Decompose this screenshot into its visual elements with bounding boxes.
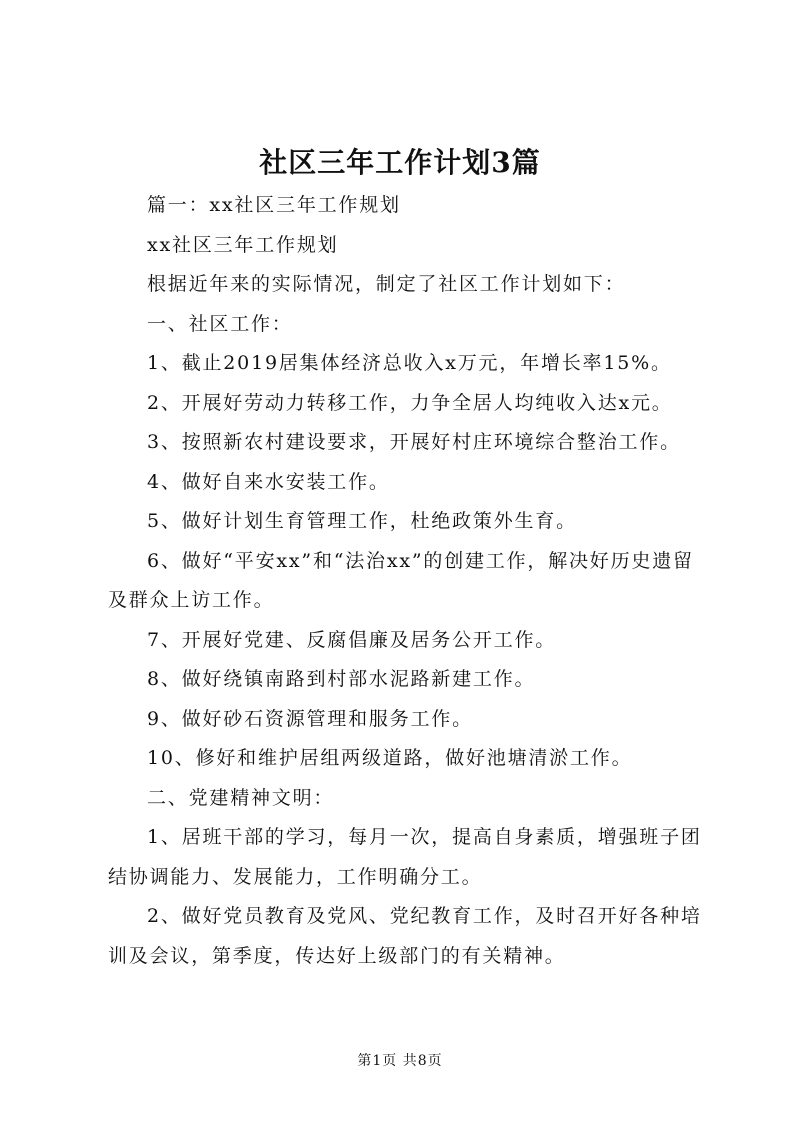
section-heading: 篇一：xx社区三年工作规划 [147, 194, 401, 216]
document-title: 社区三年工作计划3篇 [259, 146, 541, 179]
list-item: 2、开展好劳动力转移工作，力争全居人均纯收入达x元。 [147, 391, 673, 414]
list-item: 1、居班干部的学习，每月一次，提高自身素质，增强班子团结协调能力、发展能力，工作明确分工。 [108, 826, 702, 888]
list-item: 6、做好“平安xx”和“法治xx”的创建工作，解决好历史遗留及群众上访工作。 [108, 549, 694, 611]
list-item: 1、截止2019居集体经济总收入x万元，年增长率15%。 [147, 352, 672, 374]
subtitle: xx社区三年工作规划 [147, 233, 339, 256]
list-item: 8、做好绕镇南路到村部水泥路新建工作。 [147, 668, 536, 690]
section-heading: 二、党建精神文明： [147, 786, 335, 809]
list-item: 9、做好砂石资源管理和服务工作。 [147, 707, 473, 730]
intro-paragraph: 根据近年来的实际情况，制定了社区工作计划如下： [147, 273, 626, 295]
list-item: 10、修好和维护居组两级道路，做好池塘清淤工作。 [147, 747, 633, 769]
list-item: 7、开展好党建、反腐倡廉及居务公开工作。 [147, 628, 557, 651]
section-heading: 一、社区工作： [147, 312, 293, 335]
document-body [108, 186, 708, 976]
list-item: 2、做好党员教育及党风、党纪教育工作，及时召开好各种培训及会议，第季度，传达好上级部门的有关精神。 [108, 905, 702, 967]
page-footer: 第1页 共8页 [357, 1053, 443, 1069]
list-item: 5、做好计划生育管理工作，杜绝政策外生育。 [147, 510, 577, 532]
list-item: 3、按照新农村建设要求，开展好村庄环境综合整治工作。 [147, 431, 681, 453]
list-item: 4、做好自来水安装工作。 [147, 470, 390, 493]
